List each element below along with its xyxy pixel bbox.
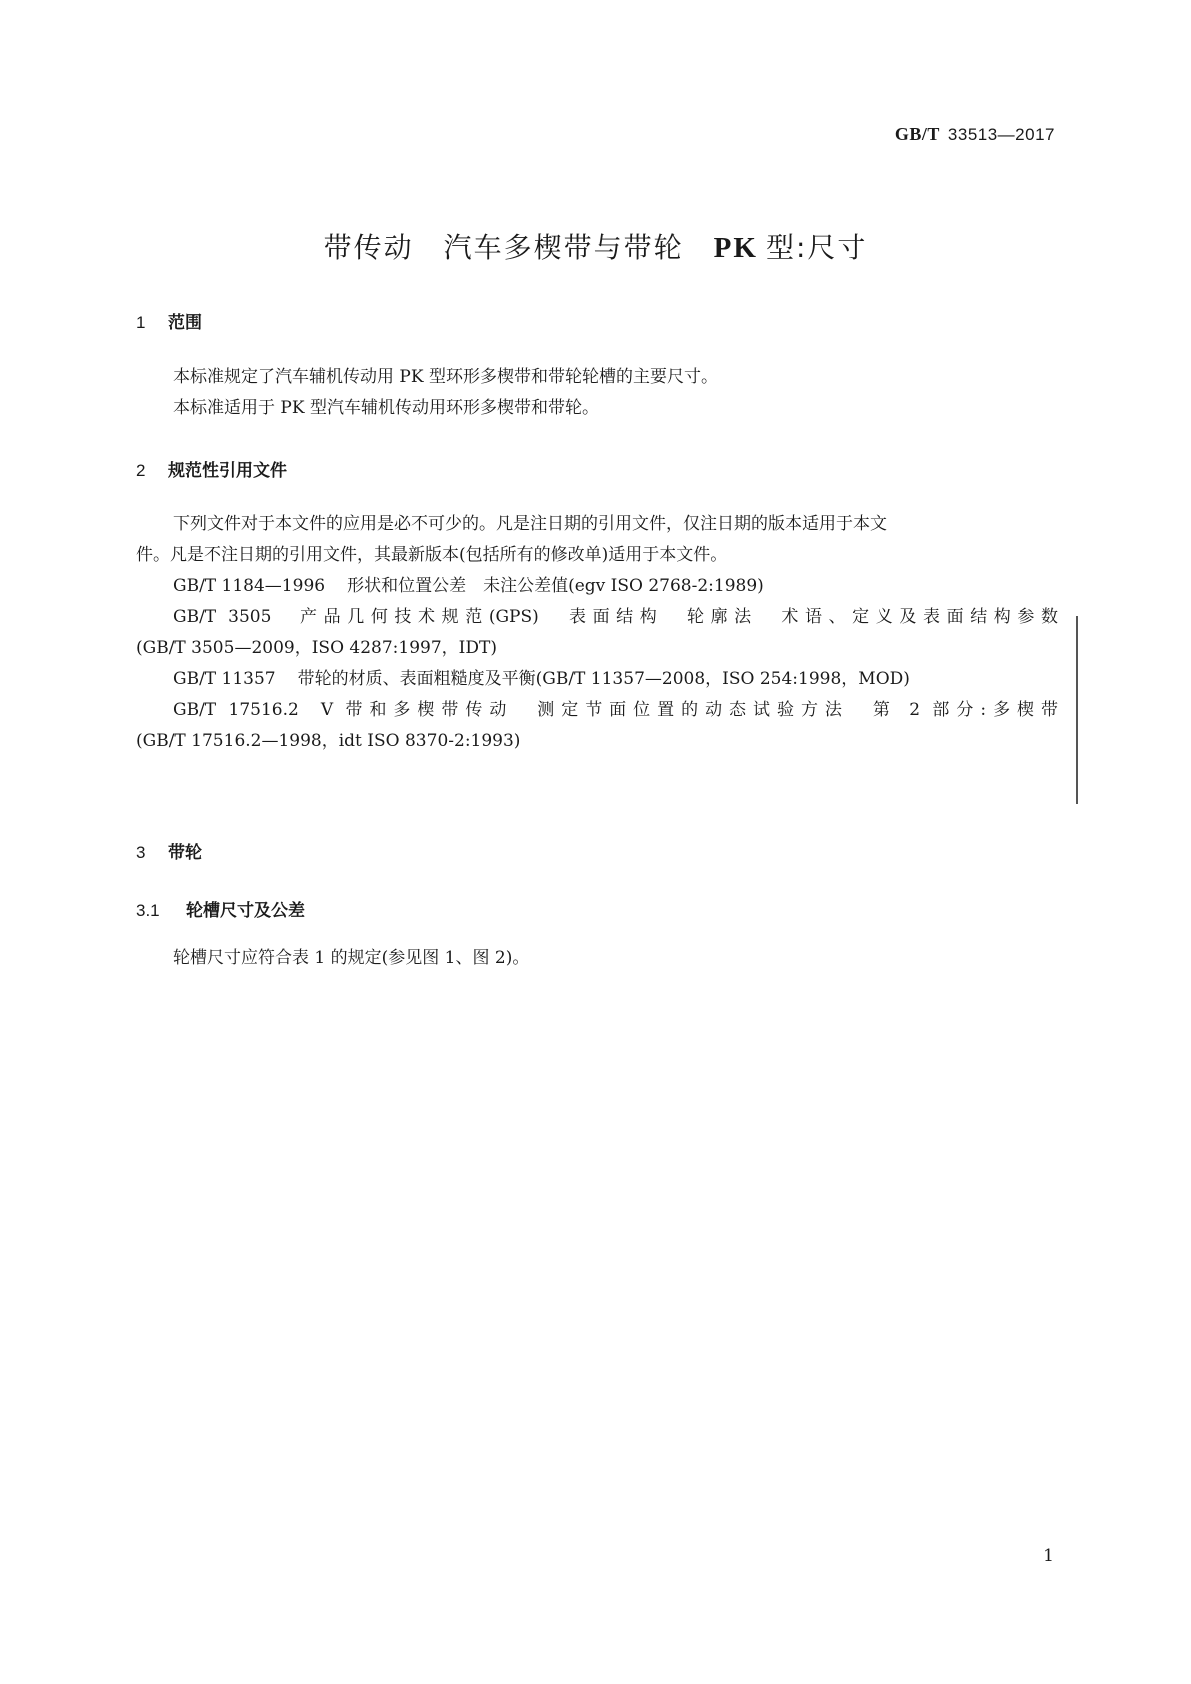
standard-prefix: GB/T xyxy=(894,124,940,144)
reference-4-continuation: (GB/T 17516.2—1998，idt ISO 8370-2:1993) xyxy=(136,731,521,751)
section-3-1-paragraph: 轮槽尺寸应符合表 1 的规定(参见图 1、图 2)。 xyxy=(173,948,530,968)
section-1-heading xyxy=(136,308,202,333)
section-3-1-number: 3.1 xyxy=(136,901,160,920)
section-2-number: 2 xyxy=(136,461,146,480)
reference-4-title: V 带和多楔带传动 测定节面位置的动态试验方法 第 2 部分:多楔带 xyxy=(320,700,1059,720)
reference-2-code: GB/T 3505 xyxy=(173,607,272,627)
reference-1 xyxy=(136,571,1058,602)
change-bar xyxy=(1076,616,1078,804)
standard-number: 33513—2017 xyxy=(947,125,1055,144)
section-2-intro-line-2: 件。凡是不注日期的引用文件，其最新版本(包括所有的修改单)适用于本文件。 xyxy=(136,545,728,565)
reference-3 xyxy=(136,664,1058,695)
section-1-paragraph-1: 本标准规定了汽车辅机传动用 PK 型环形多楔带和带轮轮槽的主要尺寸。 xyxy=(173,367,718,387)
section-1-paragraph-2: 本标准适用于 PK 型汽车辅机传动用环形多楔带和带轮。 xyxy=(173,398,599,418)
title-part-2: 汽车多楔带与带轮 xyxy=(443,231,684,264)
reference-4-code: GB/T 17516.2 xyxy=(173,700,299,720)
section-3-number: 3 xyxy=(136,843,146,862)
section-3-1-title: 轮槽尺寸及公差 xyxy=(186,901,305,921)
section-1-title: 范围 xyxy=(168,313,202,333)
title-part-1: 带传动 xyxy=(323,231,414,264)
section-3-1-heading xyxy=(136,896,305,921)
reference-4 xyxy=(136,695,1058,726)
section-3-title: 带轮 xyxy=(168,843,202,863)
page-number: 1 xyxy=(1043,1546,1054,1566)
section-1-number: 1 xyxy=(136,313,146,332)
reference-2 xyxy=(136,602,1058,633)
reference-1-title: 形状和位置公差 未注公差值(egv ISO 2768-2:1989) xyxy=(347,576,764,596)
title-part-3-latin: PK xyxy=(713,232,758,264)
standard-code xyxy=(895,124,1055,145)
section-3-heading xyxy=(136,838,202,863)
reference-2-title: 产品几何技术规范(GPS) 表面结构 轮廓法 术语、定义及表面结构参数 xyxy=(293,607,1058,627)
section-3-1-body xyxy=(136,943,1095,974)
reference-3-title: 带轮的材质、表面粗糙度及平衡(GB/T 11357—2008，ISO 254:1998，MOD) xyxy=(297,669,910,689)
reference-3-code: GB/T 11357 xyxy=(173,669,276,689)
document-title xyxy=(0,226,1191,266)
title-part-3-rest: 型:尺寸 xyxy=(765,231,868,264)
reference-2-continuation: (GB/T 3505—2009，ISO 4287:1997，IDT) xyxy=(136,638,497,658)
section-2-heading xyxy=(136,456,287,481)
section-2-title: 规范性引用文件 xyxy=(168,461,287,481)
section-2-body xyxy=(136,509,1058,757)
reference-1-code: GB/T 1184—1996 xyxy=(173,576,326,596)
section-1-body xyxy=(136,362,1095,424)
section-2-intro-line-1: 下列文件对于本文件的应用是必不可少的。凡是注日期的引用文件，仅注日期的版本适用于本文 xyxy=(173,514,887,534)
